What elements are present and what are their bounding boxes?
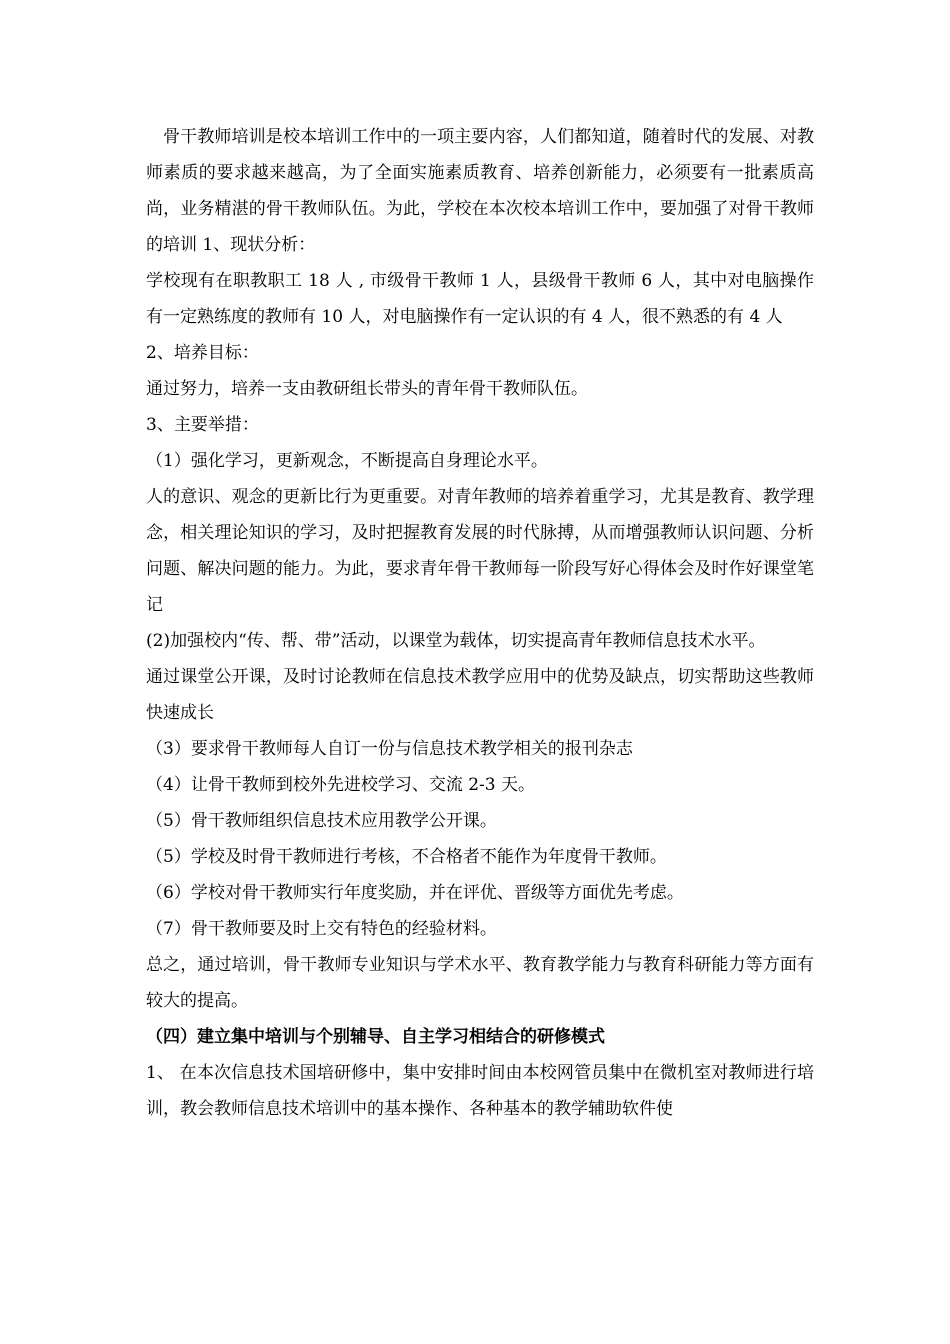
measure-1-title: （1）强化学习，更新观念，不断提高自身理论水平。 — [146, 451, 548, 471]
measure-7: （7）骨干教师要及时上交有特色的经验材料。 — [146, 919, 497, 939]
measure-5a: （5）骨干教师组织信息技术应用教学公开课。 — [146, 811, 497, 831]
section-heading-four: （四）建立集中培训与个别辅导、自主学习相结合的研修模式 — [146, 1027, 605, 1047]
measure-1-body: 人的意识、观念的更新比行为更重要。对青年教师的培养着重学习，尤其是教育、教学理念，相关理论知识的学习，及时把握教育发展的时代脉搏，从而增强教师认识问题、分析问题、解决问题的能力。为此，要求青年骨干教师每一阶段写好心得体会及时作好课堂笔记 — [146, 487, 814, 615]
measure-2-title: (2)加强校内“传、帮、带”活动，以课堂为载体，切实提高青年教师信息技术水平。 — [146, 631, 766, 651]
paragraph-staff-status: 学校现有在职教职工 18 人 , 市级骨干教师 1 人，县级骨干教师 6 人，其中对电脑操作有一定熟练度的教师有 10 人，对电脑操作有一定认识的有 4 人，很不熟悉的有 4 人 — [146, 271, 814, 327]
paragraph-summary: 总之，通过培训，骨干教师专业知识与学术水平、教育教学能力与教育科研能力等方面有较大的提高。 — [146, 955, 814, 1011]
paragraph-intro: 骨干教师培训是校本培训工作中的一项主要内容，人们都知道，随着时代的发展、对教师素质的要求越来越高，为了全面实施素质教育、培养创新能力，必须要有一批素质高尚，业务精湛的骨干教师队伍。为此，学校在本次校本培训工作中，要加强了对骨干教师的培训 1、现状分析： — [146, 127, 814, 255]
heading-training-goal: 2、培养目标： — [146, 343, 259, 363]
measure-2-body: 通过课堂公开课，及时讨论教师在信息技术教学应用中的优势及缺点，切实帮助这些教师快速成长 — [146, 667, 814, 723]
document-page — [146, 119, 814, 1127]
measure-6: （6）学校对骨干教师实行年度奖励，并在评优、晋级等方面优先考虑。 — [146, 883, 684, 903]
paragraph-item-1: 1、 在本次信息技术国培研修中，集中安排时间由本校网管员集中在微机室对教师进行培训，教会教师信息技术培训中的基本操作、各种基本的教学辅助软件使 — [146, 1063, 814, 1119]
paragraph-training-goal: 通过努力，培养一支由教研组长带头的青年骨干教师队伍。 — [146, 379, 588, 399]
measure-5b: （5）学校及时骨干教师进行考核，不合格者不能作为年度骨干教师。 — [146, 847, 667, 867]
measure-4: （4）让骨干教师到校外先进校学习、交流 2-3 天。 — [146, 775, 535, 795]
heading-main-measures: 3、主要举措： — [146, 415, 259, 435]
measure-3: （3）要求骨干教师每人自订一份与信息技术教学相关的报刊杂志 — [146, 739, 633, 759]
